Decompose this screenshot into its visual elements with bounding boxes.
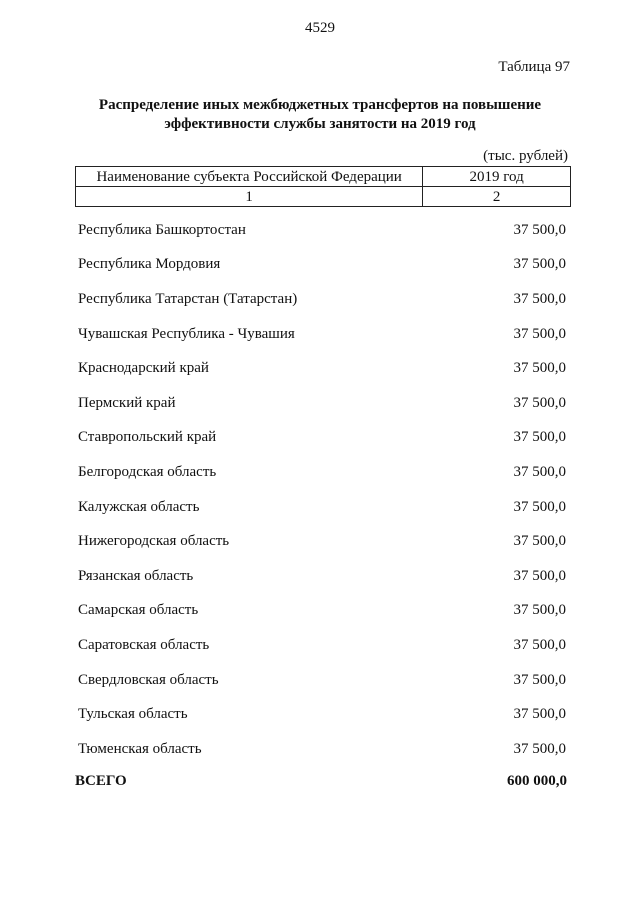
table-row <box>78 663 568 698</box>
table-row <box>78 317 568 352</box>
table-row <box>78 386 568 421</box>
region-name: Тульская область <box>78 706 188 723</box>
region-name: Республика Мордовия <box>78 256 221 273</box>
total-amount: 600 000,0 <box>507 773 567 789</box>
units-label: (тыс. рублей) <box>483 148 568 164</box>
region-amount: 37 500,0 <box>513 256 566 273</box>
table-row <box>78 351 568 386</box>
region-amount: 37 500,0 <box>513 706 566 723</box>
region-amount: 37 500,0 <box>513 290 566 307</box>
region-name: Калужская область <box>78 498 200 515</box>
region-amount: 37 500,0 <box>513 533 566 550</box>
region-name: Чувашская Республика - Чувашия <box>78 325 295 342</box>
table-row <box>78 455 568 490</box>
table-row <box>78 213 568 248</box>
table-row <box>78 628 568 663</box>
table-row <box>78 524 568 559</box>
region-name: Республика Татарстан (Татарстан) <box>78 290 298 307</box>
table-row <box>78 248 568 283</box>
title-line-1: Распределение иных межбюджетных трансфертов на повышение <box>98 97 542 113</box>
region-amount: 37 500,0 <box>513 498 566 515</box>
table-row <box>78 732 568 767</box>
region-name: Ставропольский край <box>78 429 217 446</box>
region-name: Пермский край <box>78 394 176 411</box>
region-name: Белгородская область <box>78 463 217 480</box>
table-row <box>78 282 568 317</box>
region-amount: 37 500,0 <box>513 636 566 653</box>
region-amount: 37 500,0 <box>513 567 566 584</box>
header-year-column: 2019 год <box>423 167 571 187</box>
region-amount: 37 500,0 <box>513 221 566 238</box>
region-amount: 37 500,0 <box>513 671 566 688</box>
header-number-row <box>76 187 571 207</box>
region-amount: 37 500,0 <box>513 463 566 480</box>
table-row <box>78 559 568 594</box>
page-number: 4529 <box>305 20 335 36</box>
table-header <box>75 166 571 207</box>
region-amount: 37 500,0 <box>513 325 566 342</box>
region-amount: 37 500,0 <box>513 360 566 377</box>
region-amount: 37 500,0 <box>513 394 566 411</box>
region-name: Тюменская область <box>78 740 202 757</box>
region-name: Саратовская область <box>78 636 210 653</box>
total-label: ВСЕГО <box>75 773 127 789</box>
header-region-column: Наименование субъекта Российской Федерации <box>76 167 423 187</box>
region-name: Республика Башкортостан <box>78 221 246 238</box>
total-row <box>75 773 567 790</box>
header-row <box>76 167 571 187</box>
table-row <box>78 490 568 525</box>
region-name: Рязанская область <box>78 567 194 584</box>
region-amount: 37 500,0 <box>513 429 566 446</box>
table-row <box>78 421 568 456</box>
document-title <box>70 96 570 134</box>
header-column-number-2: 2 <box>423 187 571 207</box>
header-column-number-1: 1 <box>76 187 423 207</box>
table-body <box>78 213 568 767</box>
region-name: Нижегородская область <box>78 533 230 550</box>
region-name: Краснодарский край <box>78 360 209 377</box>
region-amount: 37 500,0 <box>513 602 566 619</box>
title-line-2: эффективности службы занятости на 2019 год <box>164 116 476 132</box>
table-row <box>78 594 568 629</box>
table-number: Таблица 97 <box>498 59 570 75</box>
region-amount: 37 500,0 <box>513 740 566 757</box>
table-row <box>78 697 568 732</box>
region-name: Самарская область <box>78 602 199 619</box>
region-name: Свердловская область <box>78 671 219 688</box>
